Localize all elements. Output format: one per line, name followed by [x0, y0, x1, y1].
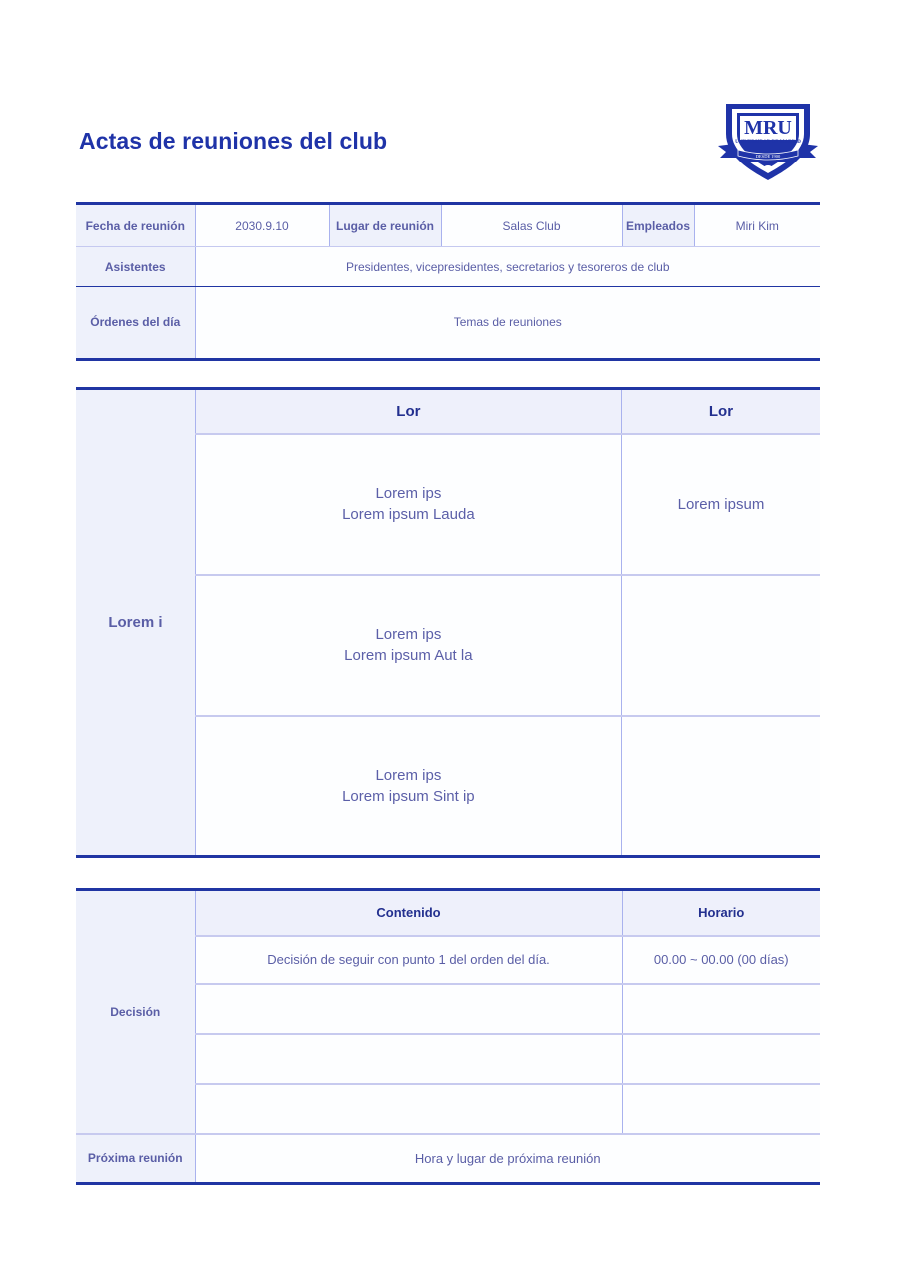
- lorem-row-3-line2: Lorem ipsum Sint ip: [342, 787, 475, 805]
- decision-row-3-horario[interactable]: [622, 1034, 820, 1084]
- proxima-reunion-label: Próxima reunión: [76, 1134, 195, 1184]
- page-title: Actas de reuniones del club: [79, 128, 388, 154]
- fecha-label: Fecha de reunión: [76, 204, 195, 247]
- ordenes-value[interactable]: Temas de reuniones: [195, 287, 820, 359]
- lugar-value[interactable]: Salas Club: [441, 204, 622, 247]
- ordenes-label: Órdenes del día: [76, 287, 195, 359]
- lorem-header-2: Lor: [621, 389, 820, 434]
- lorem-row-2-line1: Lorem ips: [375, 626, 442, 643]
- svg-text:UNIVERSIDAD DE MADRID: UNIVERSIDAD DE MADRID: [735, 140, 801, 145]
- lorem-header-1: Lor: [195, 389, 621, 434]
- lorem-row-2-main[interactable]: [195, 575, 621, 716]
- lorem-row-2-line2: Lorem ipsum Aut la: [344, 647, 473, 664]
- university-logo: [716, 100, 820, 182]
- decision-row-4-horario[interactable]: [622, 1084, 820, 1134]
- meeting-info-table: [76, 202, 820, 289]
- asistentes-label: Asistentes: [76, 247, 195, 288]
- decision-row-2-horario[interactable]: [622, 984, 820, 1034]
- decision-label: Decisión: [76, 890, 195, 1134]
- decision-row-2-contenido[interactable]: [195, 984, 622, 1034]
- svg-text:MRU: MRU: [744, 117, 792, 139]
- horario-header: Horario: [622, 890, 820, 936]
- lorem-row-1-main[interactable]: [195, 434, 621, 575]
- shield-logo-icon: [716, 100, 820, 182]
- lugar-label: Lugar de reunión: [329, 204, 441, 247]
- empleados-label: Empleados: [622, 204, 694, 247]
- lorem-row-3-line1: Lorem ips: [375, 766, 442, 784]
- lorem-row-3-right[interactable]: [621, 716, 820, 857]
- fecha-value[interactable]: 2030.9.10: [195, 204, 329, 247]
- decision-row-1-contenido[interactable]: Decisión de seguir con punto 1 del orden del día.: [195, 936, 622, 984]
- lorem-section-table: [76, 387, 820, 858]
- decision-row-4-contenido[interactable]: [195, 1084, 622, 1134]
- lorem-row-1-right[interactable]: Lorem ipsum: [621, 434, 820, 575]
- proxima-reunion-value[interactable]: Hora y lugar de próxima reunión: [195, 1134, 820, 1184]
- empleados-value[interactable]: Miri Kim: [694, 204, 820, 247]
- asistentes-value[interactable]: Presidentes, vicepresidentes, secretarios y tesoreros de club: [195, 247, 820, 288]
- contenido-header: Contenido: [195, 890, 622, 936]
- decision-table: [76, 888, 820, 1185]
- lorem-row-2-right[interactable]: [621, 575, 820, 716]
- lorem-section-label: Lorem i: [76, 389, 195, 857]
- svg-text:DESDE 1900: DESDE 1900: [755, 154, 781, 159]
- decision-row-1-horario[interactable]: 00.00 ~ 00.00 (00 días): [622, 936, 820, 984]
- lorem-row-1-line2: Lorem ipsum Lauda: [342, 506, 475, 523]
- agenda-table: [76, 287, 820, 361]
- decision-row-3-contenido[interactable]: [195, 1034, 622, 1084]
- lorem-row-1-line1: Lorem ips: [375, 485, 442, 502]
- lorem-row-3-main[interactable]: [195, 716, 621, 857]
